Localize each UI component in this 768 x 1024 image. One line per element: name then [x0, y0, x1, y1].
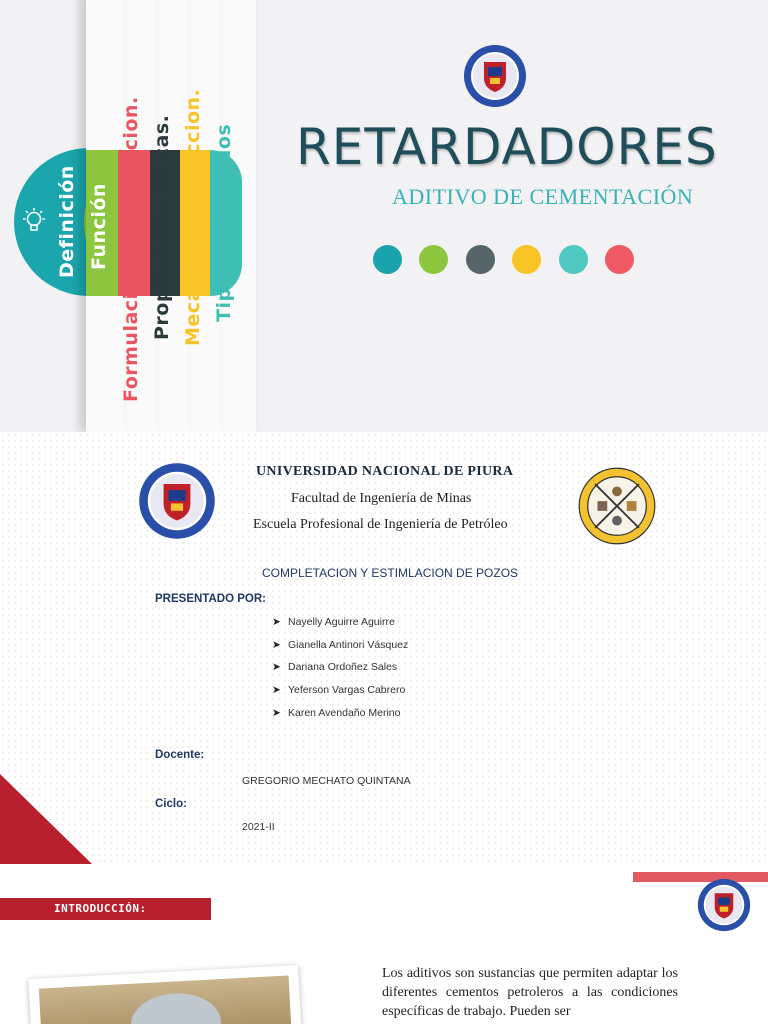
cover-subtitle: ADITIVO DE CEMENTACIÓN	[392, 184, 694, 209]
faculty-emblem-logo	[578, 467, 656, 545]
arrow-bullet-icon: ➤	[272, 684, 281, 696]
member-name: Karen Avendaño Merino	[288, 707, 401, 719]
member-item	[272, 684, 405, 696]
cover-title: RETARDADORES	[296, 118, 718, 176]
intro-paragraph: Los aditivos son sustancias que permiten adaptar los diferentes cementos petroleros a las condiciones específicas de trabajo. Pueden ser	[382, 966, 678, 1019]
arrow-bullet-icon: ➤	[272, 661, 281, 673]
arrow-bullet-icon: ➤	[272, 639, 281, 651]
cycle-value: 2021-II	[242, 821, 275, 833]
university-seal-logo	[138, 462, 216, 540]
intro-heading: INTRODUCCIÓN:	[54, 902, 147, 915]
member-name: Nayelly Aguirre Aguirre	[288, 616, 395, 628]
intro-photo	[28, 965, 301, 1024]
member-name: Gianella Antinori Vásquez	[288, 639, 409, 651]
teacher-name: GREGORIO MECHATO QUINTANA	[242, 775, 411, 787]
intro-slide	[0, 864, 768, 1024]
member-item	[272, 616, 395, 628]
color-dot-5	[559, 245, 588, 274]
color-dot-6	[605, 245, 634, 274]
course-title: COMPLETACION Y ESTIMLACION DE POZOS	[262, 566, 519, 580]
cycle-label: Ciclo:	[155, 798, 187, 810]
university-seal-logo	[463, 44, 527, 108]
info-slide	[0, 432, 768, 864]
school-name: Escuela Profesional de Ingeniería de Petróleo	[253, 517, 508, 532]
member-item	[272, 707, 400, 719]
presented-by-label: PRESENTADO POR:	[155, 593, 266, 605]
color-dot-3	[466, 245, 495, 274]
university-name: UNIVERSIDAD NACIONAL DE PIURA	[256, 464, 514, 479]
arrow-bullet-icon: ➤	[272, 616, 281, 628]
faculty-name: Facultad de Ingeniería de Minas	[291, 491, 472, 506]
cover-slide	[0, 0, 768, 432]
color-dot-1	[373, 245, 402, 274]
tab-label-formulacion[interactable]: Formulacion y dosificacion.	[120, 96, 142, 402]
corner-triangle-decoration	[0, 774, 92, 864]
tab-label-propiedades[interactable]: Propiedades físicas.	[151, 114, 173, 340]
tab-label-tipos[interactable]: Tipos más usados	[213, 123, 235, 322]
arrow-bullet-icon: ➤	[272, 707, 281, 719]
color-dot-4	[512, 245, 541, 274]
tab-label-definicion[interactable]: Definición	[56, 165, 78, 278]
member-name: Yeferson Vargas Cabrero	[288, 684, 406, 696]
member-item	[272, 661, 397, 673]
lightbulb-icon	[18, 206, 50, 238]
university-seal-logo	[697, 878, 751, 932]
tab-label-funcion[interactable]: Función	[88, 183, 110, 270]
member-item	[272, 639, 408, 651]
member-name: Dariana Ordoñez Sales	[288, 661, 398, 673]
teacher-label: Docente:	[155, 749, 205, 761]
color-dot-2	[419, 245, 448, 274]
tab-label-mecanismos[interactable]: Mecanismos de accion.	[182, 88, 204, 346]
